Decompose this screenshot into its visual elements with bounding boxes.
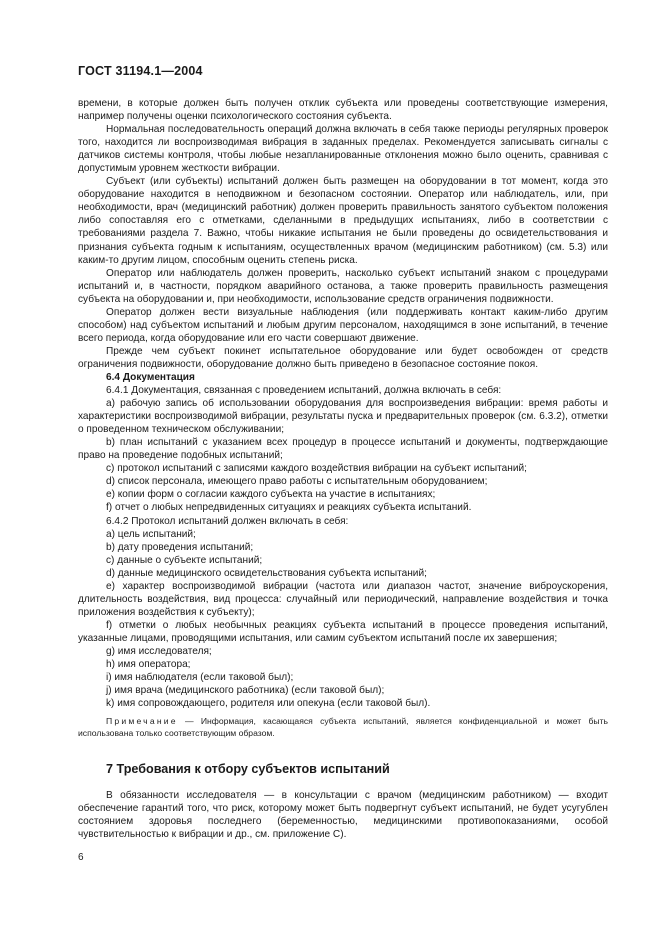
list-item: e) копии форм о согласии каждого субъекта на участие в испытаниях; [106,489,436,501]
document-body [78,97,608,841]
list-item: h) имя оператора; [106,659,191,671]
section-heading-7: 7 Требования к отбору субъектов испытаний [106,762,390,777]
list-item: f) отметки о любых необычных реакциях субъекта испытаний в процессе проведения испытаний, указанные лицами, проводящими испытания, или самим субъектом испытаний после их завершения; [78,619,608,644]
clause-6-4-1: 6.4.1 Документация, связанная с проведением испытаний, должна включать в себя: [106,385,502,397]
clause-6-4-2: 6.4.2 Протокол испытаний должен включать в себя: [106,515,349,527]
list-item: g) имя исследователя; [106,645,212,657]
paragraph: В обязанности исследователя — в консультации с врачом (медицинским работником) — входит обеспечение гарантий того, что риск, которому может быть подвергнут субъект испытаний, не будет усугублен состоянием здоровья последнего (беременностью, медицинскими противопоказаниями, особой чувствительностью к вибрации и др., см. приложение С). [78,790,608,841]
list-item: c) протокол испытаний с записями каждого воздействия вибрации на субъект испытаний; [106,463,527,475]
document-header: ГОСТ 31194.1—2004 [78,64,203,78]
list-item: k) имя сопровождающего, родителя или опекуна (если таковой был). [106,698,431,710]
list-item: d) список персонала, имеющего право работы с испытательным оборудованием; [106,476,488,488]
note [78,716,608,739]
section-heading-6-4: 6.4 Документация [106,371,195,383]
list-item: b) план испытаний с указанием всех процедур в процессе испытаний и документы, подтверждающие право на проведение подобных испытаний; [78,437,608,462]
note-label: Примечание [106,716,178,727]
page-number: 6 [78,852,84,863]
list-item: j) имя врача (медицинского работника) (если таковой был); [106,685,385,697]
list-item: d) данные медицинского освидетельствования субъекта испытаний; [106,567,427,579]
paragraph: Оператор должен вести визуальные наблюдения (или поддерживать контакт каким-либо другим способом) над субъектом испытаний и любым другим персоналом, находящимся в зоне испытаний, в течение всего периода, когда оборудование или его части совершают движение. [78,306,608,344]
list-item: e) характер воспроизводимой вибрации (частота или диапазон частот, значение виброускорения, длительность воздействия, вид процесса: случайный или периодический, направление воздействия и точка приложения воздействия к субъекту); [78,580,608,618]
paragraph: Прежде чем субъект покинет испытательное оборудование или будет освобожден от средств ограничения подвижности, оборудование должно быть приведено в безопасное состояние покоя. [78,345,608,370]
list-item: a) рабочую запись об использовании оборудования для воспроизведения вибрации: время работы и характеристики воспроизводимой вибрации, результаты пуска и предварительных проверок (см. 6.3.2), отметки о проведенном техническом обслуживании; [78,398,608,436]
list-item: a) цель испытаний; [106,528,196,540]
list-item: c) данные о субъекте испытаний; [106,554,263,566]
paragraph-continued: времени, в которые должен быть получен отклик субъекта или проведены соответствующие измерения, например получены оценки психологического состояния субъекта. [78,98,608,123]
list-item: b) дату проведения испытаний; [106,541,254,553]
paragraph: Оператор или наблюдатель должен проверить, насколько субъект испытаний знаком с процедурами испытаний и, в частности, порядком аварийного останова, а также проверить правильность размещения субъекта на оборудовании и, при необходимости, использование средств ограничения подвижности. [78,267,608,305]
note-text: — Информация, касающаяся субъекта испытаний, является конфиденциальной и может быть использована только соответствующим образом. [78,716,608,738]
list-item: i) имя наблюдателя (если таковой был); [106,672,294,684]
paragraph: Нормальная последовательность операций должна включать в себя также периоды регулярных проверок того, находится ли воспроизводимая вибрация в заданных пределах. Рекомендуется записывать сигналы с датчиков системы контроля, чтобы любые незапланированные отклонения можно было оценить, сравнивая с допустимым уровнем жесткости вибрации. [78,124,608,175]
list-item: f) отчет о любых непредвиденных ситуациях и реакциях субъекта испытаний. [106,502,472,514]
paragraph: Субъект (или субъекты) испытаний должен быть размещен на оборудовании в тот момент, когда это оборудование находится в неподвижном и безопасном состоянии. Оператор или наблюдатель, или, при необходимости, врач (медицинский работник) должен проверить правильность занятого субъектом положения либо сопоставляя его с отметками, сделанными в предыдущих испытаниях, либо в соответствии с требованиями раздела 7. Важно, чтобы никакие испытания не были проведены до освидетельствования и признания субъекта годным к испытаниям, осуществленных врачом (медицинским работником) (см. 5.3) или каким-то другим лицом, способным оценить степень риска. [78,176,608,266]
